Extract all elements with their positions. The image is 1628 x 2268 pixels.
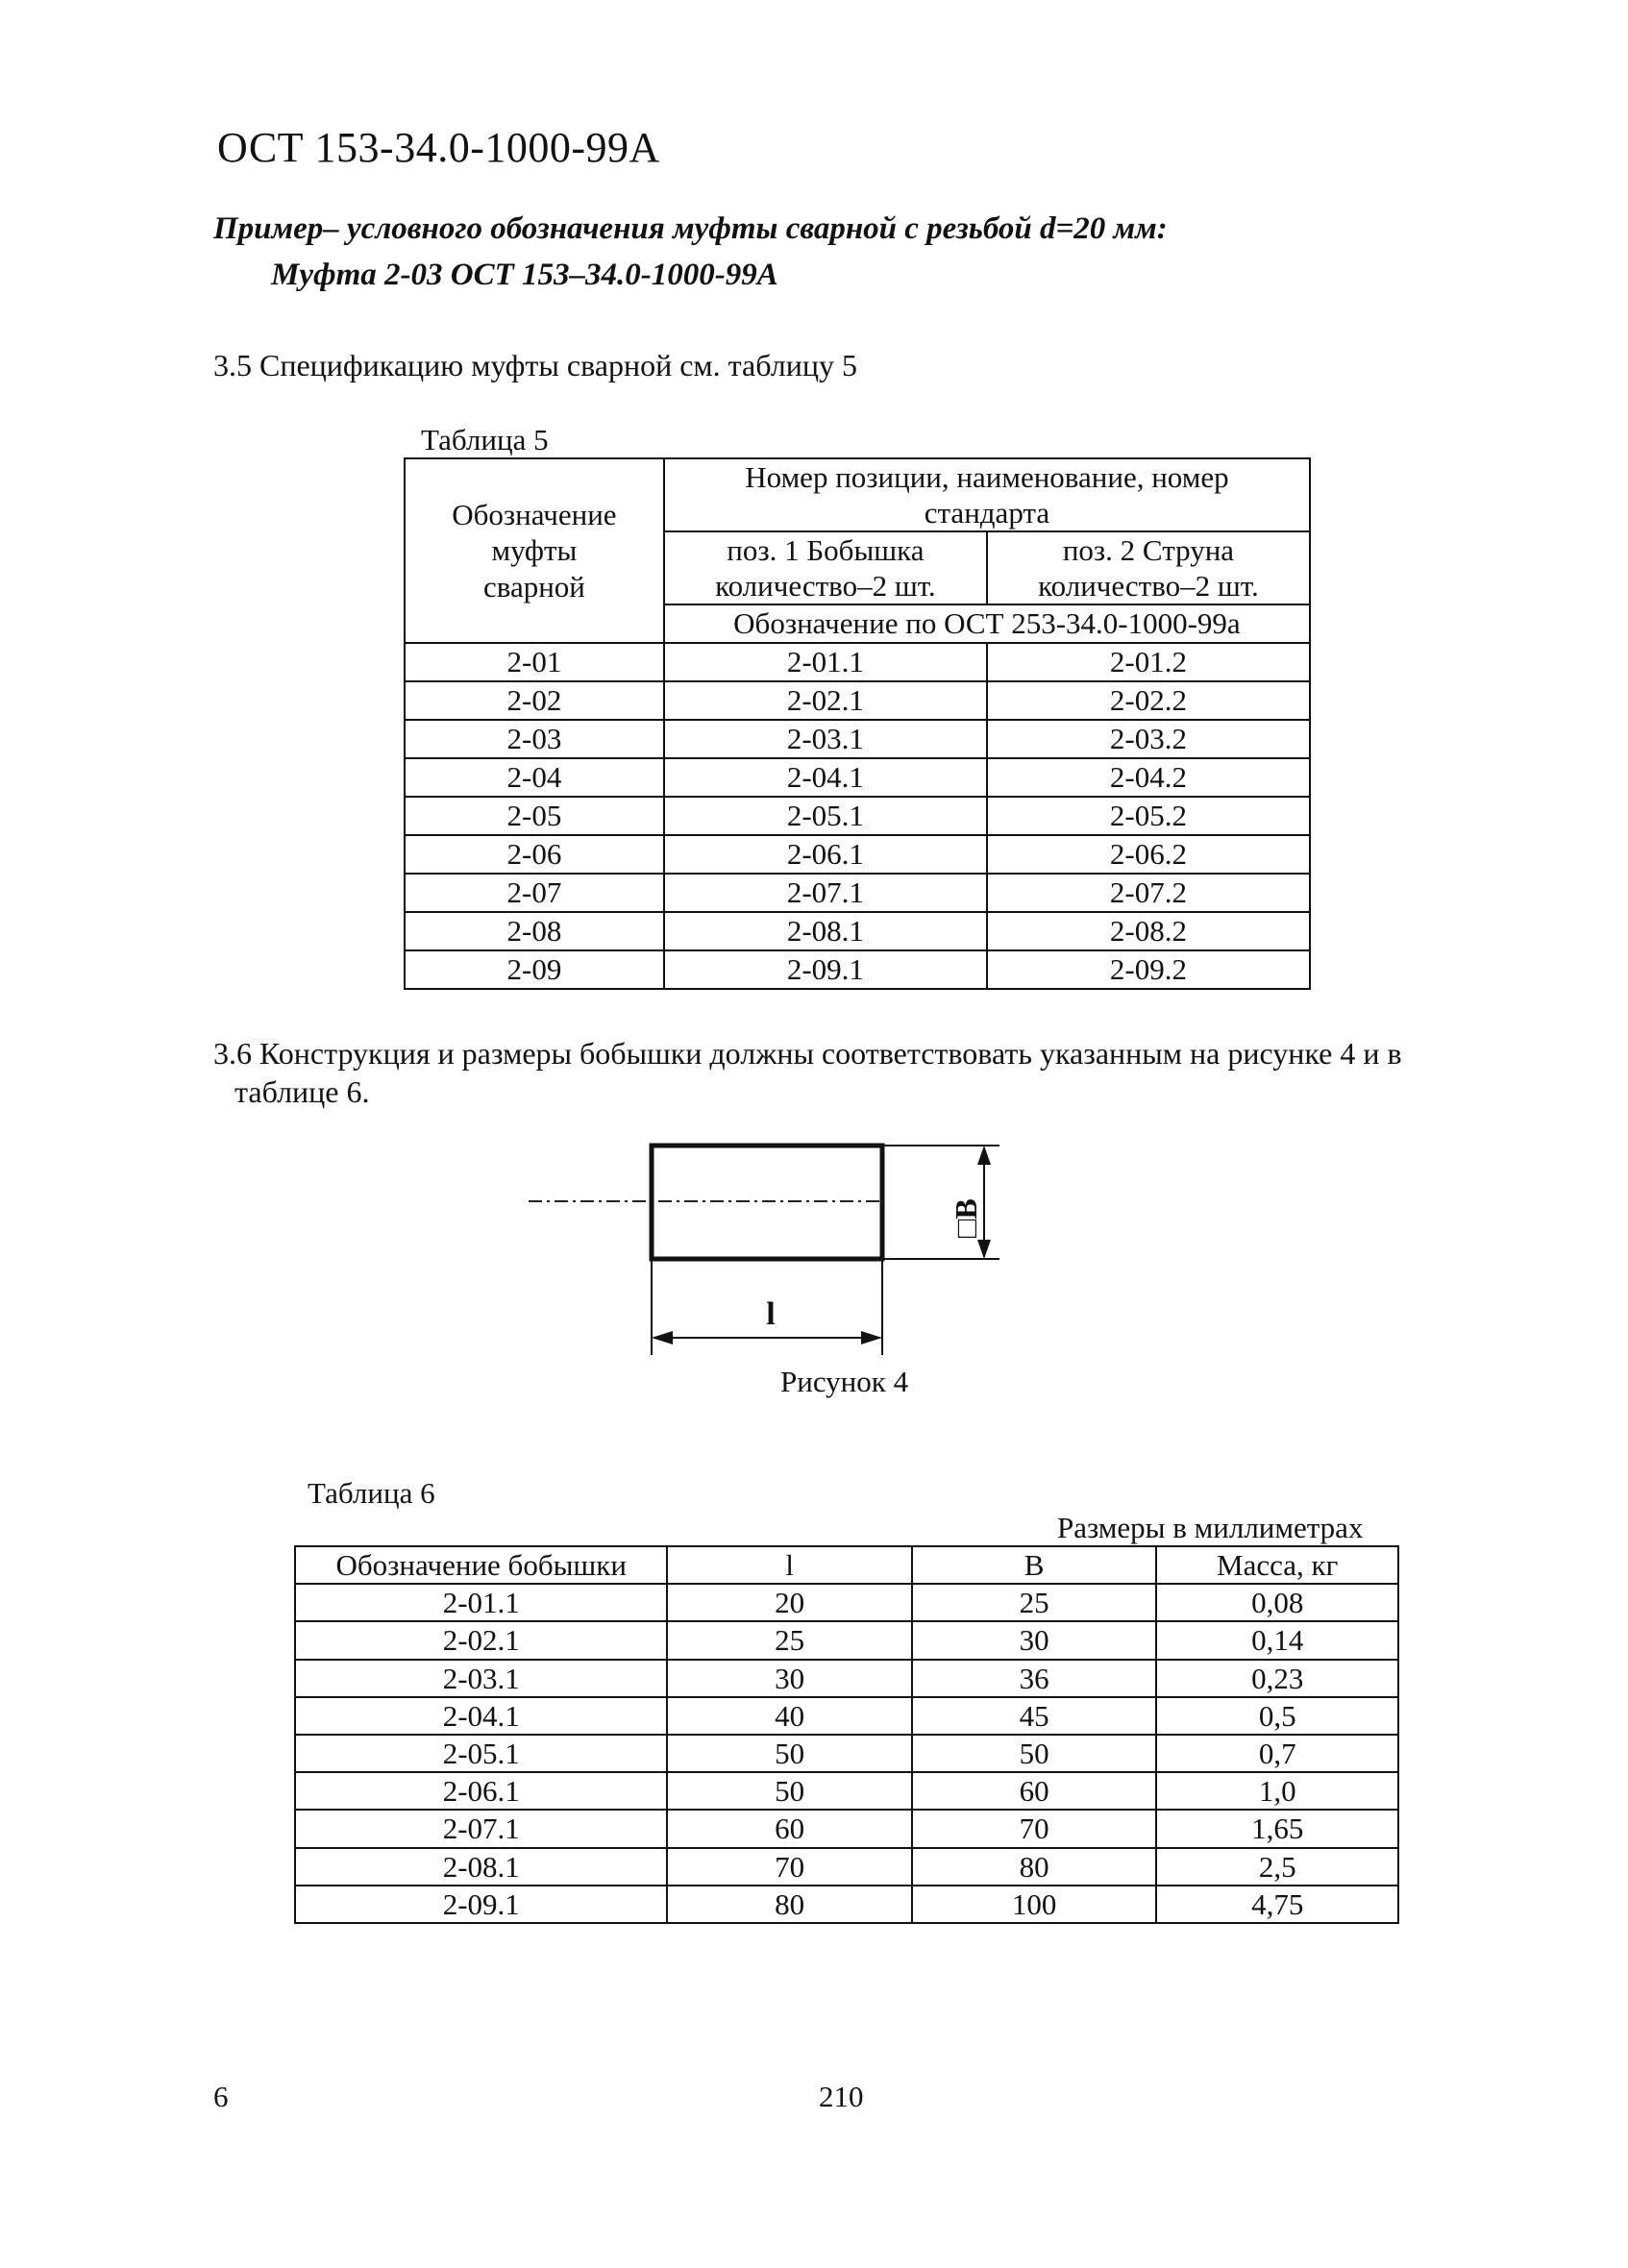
dimension-label-side: □B xyxy=(949,1198,983,1238)
table-row xyxy=(295,1660,1398,1697)
table-cell: 2-02 xyxy=(405,681,664,720)
table-cell: 2-03.2 xyxy=(987,720,1310,758)
table-cell: 2-04 xyxy=(405,758,664,797)
table6-header-length: l xyxy=(667,1546,911,1584)
table-row xyxy=(295,1886,1398,1923)
table-cell: 2-07.1 xyxy=(295,1810,667,1847)
arrowhead xyxy=(977,1240,991,1259)
table6-header-mass: Масса, кг xyxy=(1156,1546,1398,1584)
table5-header-pos2: поз. 2 Струна количество–2 шт. xyxy=(987,531,1310,604)
table-cell: 36 xyxy=(912,1660,1156,1697)
table-cell: 2-01.2 xyxy=(987,643,1310,681)
table-cell: 60 xyxy=(912,1772,1156,1810)
table-row xyxy=(405,720,1310,758)
table-cell: 2-06.1 xyxy=(295,1772,667,1810)
table-cell: 80 xyxy=(667,1886,911,1923)
table-cell: 2-04.1 xyxy=(664,758,987,797)
table-cell: 2-04.1 xyxy=(295,1697,667,1735)
table-row xyxy=(405,681,1310,720)
table5 xyxy=(404,457,1311,990)
table6-header-designation: Обозначение бобышки xyxy=(295,1546,667,1584)
arrowhead xyxy=(652,1331,673,1344)
table-cell: 0,08 xyxy=(1156,1584,1398,1621)
table-cell: 2-01.1 xyxy=(295,1584,667,1621)
table-cell: 2-02.1 xyxy=(664,681,987,720)
table-cell: 2-02.1 xyxy=(295,1621,667,1659)
table-cell: 25 xyxy=(912,1584,1156,1621)
table-cell: 2-01 xyxy=(405,643,664,681)
table5-standard-row: Обозначение по ОСТ 253-34.0-1000-99а xyxy=(664,604,1310,643)
table-row xyxy=(295,1584,1398,1621)
table-cell: 2-08.2 xyxy=(987,912,1310,950)
example-designation-text: Пример– условного обозначения муфты сварной с резьбой d=20 мм: xyxy=(213,211,1168,246)
table-row xyxy=(405,835,1310,874)
document-code: ОСТ 153-34.0-1000-99А xyxy=(217,124,660,171)
table-cell: 0,14 xyxy=(1156,1621,1398,1659)
table-cell: 70 xyxy=(912,1810,1156,1847)
table-cell: 0,7 xyxy=(1156,1735,1398,1772)
table-cell: 80 xyxy=(912,1848,1156,1886)
clause-3-6-continued: таблице 6. xyxy=(234,1074,370,1109)
table-cell: 2-07 xyxy=(405,874,664,912)
table-row xyxy=(405,643,1310,681)
table-row xyxy=(405,797,1310,835)
table-cell: 2-05.2 xyxy=(987,797,1310,835)
table5-group-header: Номер позиции, наименование, номер стандарта xyxy=(664,458,1310,531)
table6 xyxy=(294,1545,1399,1924)
table5-header-designation: Обозначение муфты сварной xyxy=(405,458,664,643)
table-cell: 20 xyxy=(667,1584,911,1621)
table-cell: 2-07.2 xyxy=(987,874,1310,912)
table-cell: 2-03.1 xyxy=(664,720,987,758)
table-cell: 30 xyxy=(912,1621,1156,1659)
table-cell: 2-04.2 xyxy=(987,758,1310,797)
table-cell: 2-09.2 xyxy=(987,950,1310,989)
table-row xyxy=(405,950,1310,989)
table-cell: 2-05 xyxy=(405,797,664,835)
table-cell: 2-08.1 xyxy=(664,912,987,950)
table-row xyxy=(295,1772,1398,1810)
table-cell: 50 xyxy=(667,1735,911,1772)
dimension-label-length: l xyxy=(766,1296,776,1332)
table-cell: 1,65 xyxy=(1156,1810,1398,1847)
table-cell: 30 xyxy=(667,1660,911,1697)
clause-3-6: 3.6 Конструкция и размеры бобышки должны соответствовать указанным на рисунке 4 и в xyxy=(213,1036,1402,1071)
table-cell: 0,5 xyxy=(1156,1697,1398,1735)
page-number-global: 210 xyxy=(819,2080,864,2113)
table-cell: 2,5 xyxy=(1156,1848,1398,1886)
table-row xyxy=(295,1697,1398,1735)
table-cell: 2-01.1 xyxy=(664,643,987,681)
table-cell: 2-03.1 xyxy=(295,1660,667,1697)
figure4-drawing xyxy=(519,1134,1019,1365)
table6-caption: Таблица 6 xyxy=(308,1476,435,1510)
table-row xyxy=(295,1621,1398,1659)
table-cell: 2-06 xyxy=(405,835,664,874)
table-row xyxy=(295,1810,1398,1847)
table-row xyxy=(405,874,1310,912)
table-cell: 2-09.1 xyxy=(295,1886,667,1923)
table-cell: 2-09.1 xyxy=(664,950,987,989)
table-row xyxy=(295,1735,1398,1772)
table-cell: 4,75 xyxy=(1156,1886,1398,1923)
table-cell: 2-06.1 xyxy=(664,835,987,874)
table-cell: 2-09 xyxy=(405,950,664,989)
table-cell: 50 xyxy=(912,1735,1156,1772)
table-cell: 1,0 xyxy=(1156,1772,1398,1810)
table-cell: 2-06.2 xyxy=(987,835,1310,874)
table6-header-side: B xyxy=(912,1546,1156,1584)
table5-header-pos1: поз. 1 Бобышка количество–2 шт. xyxy=(664,531,987,604)
table-cell: 60 xyxy=(667,1810,911,1847)
arrowhead xyxy=(861,1331,882,1344)
table-cell: 2-07.1 xyxy=(664,874,987,912)
table-cell: 2-05.1 xyxy=(295,1735,667,1772)
table6-units-note: Размеры в миллиметрах xyxy=(1057,1511,1364,1544)
figure4-caption: Рисунок 4 xyxy=(780,1365,909,1398)
example-designation-value: Муфта 2-03 ОСТ 153–34.0-1000-99А xyxy=(271,258,778,292)
table-row xyxy=(405,912,1310,950)
table-cell: 70 xyxy=(667,1848,911,1886)
table-cell: 2-02.2 xyxy=(987,681,1310,720)
table-header-row xyxy=(295,1546,1398,1584)
table-cell: 45 xyxy=(912,1697,1156,1735)
clause-3-5: 3.5 Спецификацию муфты сварной см. таблицу 5 xyxy=(213,348,857,382)
table-row xyxy=(295,1848,1398,1886)
table-cell: 50 xyxy=(667,1772,911,1810)
table-cell: 0,23 xyxy=(1156,1660,1398,1697)
table-row xyxy=(405,758,1310,797)
table-cell: 25 xyxy=(667,1621,911,1659)
arrowhead xyxy=(977,1146,991,1165)
table-cell: 2-03 xyxy=(405,720,664,758)
table5-caption: Таблица 5 xyxy=(421,423,549,456)
table-cell: 2-08.1 xyxy=(295,1848,667,1886)
table-cell: 2-05.1 xyxy=(664,797,987,835)
table-cell: 2-08 xyxy=(405,912,664,950)
page-number-local: 6 xyxy=(213,2080,229,2113)
table-cell: 40 xyxy=(667,1697,911,1735)
table-cell: 100 xyxy=(912,1886,1156,1923)
